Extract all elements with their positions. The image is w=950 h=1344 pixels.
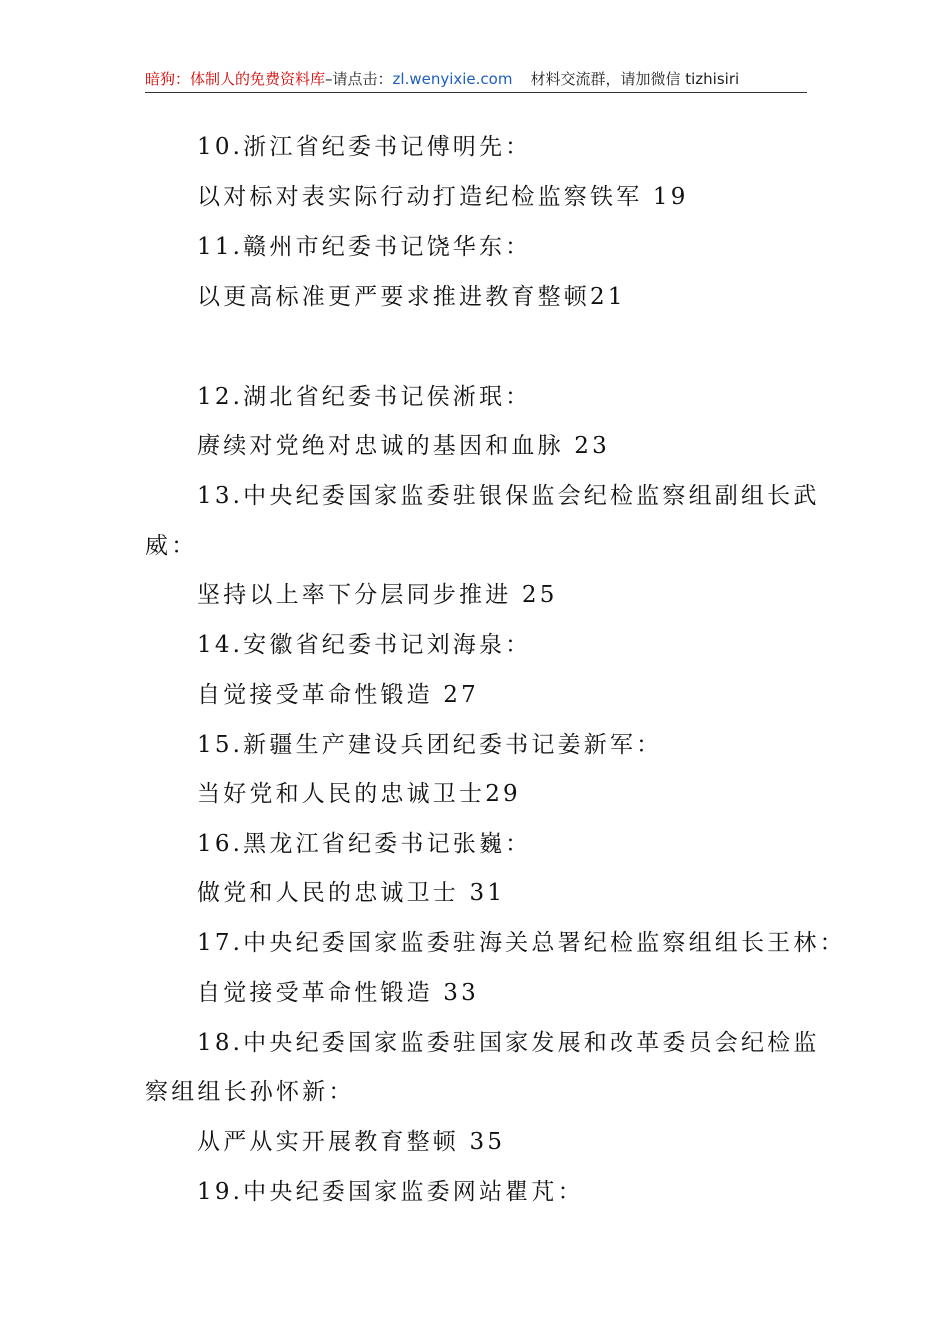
toc-entry-title: 10.浙江省纪委书记傅明先： [197,134,532,160]
toc-entry-subtitle: 坚持以上率下分层同步推进 25 [197,582,558,608]
toc-entry-subtitle: 以更高标准更严要求推进教育整顿21 [197,284,626,310]
toc-entry-subtitle: 自觉接受革命性锻造 33 [197,980,479,1006]
toc-entry-subtitle: 做党和人民的忠诚卫士 31 [197,880,506,906]
toc-entry-title: 14.安徽省纪委书记刘海泉： [197,632,532,658]
toc-entry-subtitle: 自觉接受革命性锻造 27 [197,682,479,708]
toc-entry-subtitle: 赓续对党绝对忠诚的基因和血脉 23 [197,433,610,459]
toc-entry-title: 19.中央纪委国家监委网站瞿芃： [197,1179,584,1205]
header-group-text: 材料交流群，请加微信 tizhisiri [530,70,740,88]
toc-entry-title-continued: 威： [145,533,198,559]
toc-entry-title: 11.赣州市纪委书记饶华东： [197,234,532,260]
toc-entry-subtitle: 当好党和人民的忠诚卫士29 [197,781,521,807]
header-url-link[interactable]: zl.wenyixie.com [392,70,513,88]
toc-entry-title: 17.中央纪委国家监委驻海关总署纪检监察组组长王林： [197,930,846,956]
toc-entry-title: 18.中央纪委国家监委驻国家发展和改革委员会纪检监 [197,1030,820,1056]
toc-entry-title: 13.中央纪委国家监委驻银保监会纪检监察组副组长武 [197,483,820,509]
header-brand: 暗狗：体制人的免费资料库 [145,70,326,88]
toc-entry-title: 12.湖北省纪委书记侯淅珉： [197,384,532,410]
toc-entry-subtitle: 以对标对表实际行动打造纪检监察铁军 19 [197,184,689,210]
page-header [145,68,807,93]
header-click-text: –请点击： [325,70,393,88]
toc-entry-title: 15.新疆生产建设兵团纪委书记姜新军： [197,732,663,758]
toc-entry-title: 16.黑龙江省纪委书记张巍： [197,831,532,857]
toc-entry-title-continued: 察组组长孙怀新： [145,1079,355,1105]
toc-entry-subtitle: 从严从实开展教育整顿 35 [197,1129,506,1155]
